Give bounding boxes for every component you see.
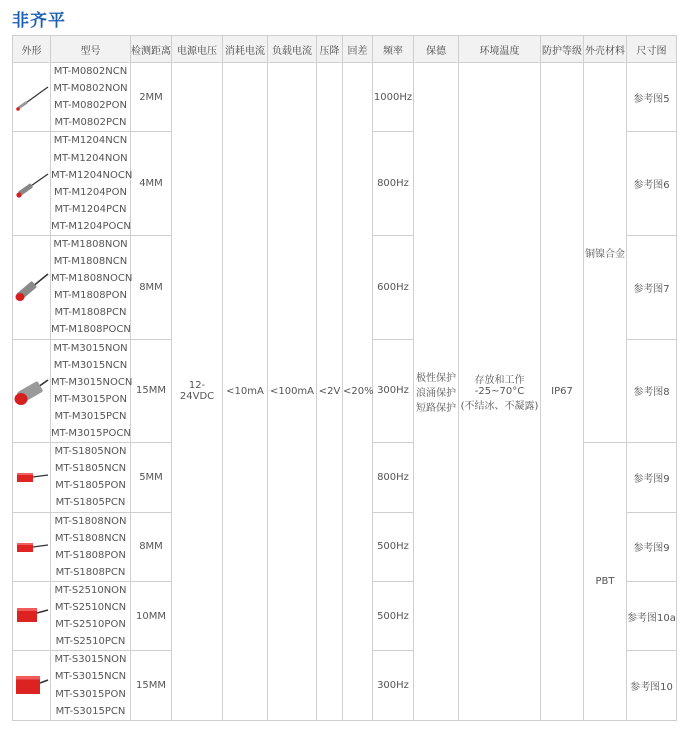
column-header-11: 防护等级 [541,36,584,63]
frequency: 1000Hz [373,63,414,132]
housing-material: PBT [584,443,627,721]
product-shape-cell [13,581,51,650]
frequency: 500Hz [373,581,414,650]
cylindrical-sensor-icon [14,373,50,409]
cylindrical-sensor-icon [14,269,50,305]
column-header-13: 尺寸图 [627,36,677,63]
spec-table [12,35,677,721]
housing-material: 铜镍合金 [584,63,627,443]
model-list: MT-S1805NON MT-S1805NCN MT-S1805PON MT-S1805PCN [51,443,131,512]
ambient-temperature: 存放和工作 -25~70°C (不结冰、不凝露) [459,63,541,721]
product-shape-cell [13,339,51,443]
product-shape-cell [13,651,51,720]
square-sensor-icon [14,529,50,565]
table-body [13,63,677,721]
table-row [13,63,677,132]
column-header-3: 电源电压 [172,36,223,63]
model-list: MT-S2510NON MT-S2510NCN MT-S2510PON MT-S2510PCN [51,581,131,650]
detection-distance: 8MM [131,512,172,581]
dimension-drawing: 参考图7 [627,235,677,339]
column-header-1: 型号 [51,36,131,63]
frequency: 300Hz [373,339,414,443]
model-list: MT-M3015NON MT-M3015NCN MT-M3015NOCN MT-M3015PON MT-M3015PCN MT-M3015POCN [51,339,131,443]
column-header-9: 保德 [414,36,459,63]
frequency: 800Hz [373,443,414,512]
column-header-0: 外形 [13,36,51,63]
protection: 极性保护 浪涌保护 短路保护 [414,63,459,721]
dimension-drawing: 参考图5 [627,63,677,132]
frequency: 800Hz [373,132,414,236]
supply-voltage: 12-24VDC [172,63,223,721]
detection-distance: 2MM [131,63,172,132]
model-list: MT-S1808NON MT-S1808NCN MT-S1808PON MT-S1808PCN [51,512,131,581]
square-sensor-icon [14,668,50,704]
frequency: 300Hz [373,651,414,720]
model-list: MT-M1808NON MT-M1808NCN MT-M1808NOCN MT-M1808PON MT-M1808PCN MT-M1808POCN [51,235,131,339]
detection-distance: 10MM [131,581,172,650]
frequency: 600Hz [373,235,414,339]
model-list: MT-M0802NCN MT-M0802NON MT-M0802PON MT-M0802PCN [51,63,131,132]
frequency: 500Hz [373,512,414,581]
cylindrical-sensor-icon [14,79,50,115]
consumption-current: <10mA [223,63,268,721]
dimension-drawing: 参考图6 [627,132,677,236]
cylindrical-sensor-icon [14,166,50,202]
detection-distance: 15MM [131,651,172,720]
column-header-7: 回差 [343,36,373,63]
load-current: <100mA [268,63,317,721]
product-shape-cell [13,235,51,339]
square-sensor-icon [14,459,50,495]
model-list: MT-M1204NCN MT-M1204NON MT-M1204NOCN MT-M1204PON MT-M1204PCN MT-M1204POCN [51,132,131,236]
dimension-drawing: 参考图9 [627,443,677,512]
dimension-drawing: 参考图9 [627,512,677,581]
column-header-12: 外壳材料 [584,36,627,63]
voltage-drop: <2V [317,63,343,721]
column-header-2: 检测距离 [131,36,172,63]
model-list: MT-S3015NON MT-S3015NCN MT-S3015PON MT-S3015PCN [51,651,131,720]
detection-distance: 4MM [131,132,172,236]
square-sensor-icon [14,598,50,634]
detection-distance: 15MM [131,339,172,443]
product-shape-cell [13,63,51,132]
dimension-drawing: 参考图8 [627,339,677,443]
column-header-10: 环境温度 [459,36,541,63]
column-header-8: 频率 [373,36,414,63]
column-header-4: 消耗电流 [223,36,268,63]
detection-distance: 5MM [131,443,172,512]
dimension-drawing: 参考图10 [627,651,677,720]
page-title: 非齐平 [12,11,66,31]
product-shape-cell [13,512,51,581]
dimension-drawing: 参考图10a [627,581,677,650]
ip-rating: IP67 [541,63,584,721]
product-shape-cell [13,132,51,236]
column-header-6: 压降 [317,36,343,63]
column-header-5: 负载电流 [268,36,317,63]
product-shape-cell [13,443,51,512]
hysteresis: <20% [343,63,373,721]
header-row [13,36,677,63]
detection-distance: 8MM [131,235,172,339]
